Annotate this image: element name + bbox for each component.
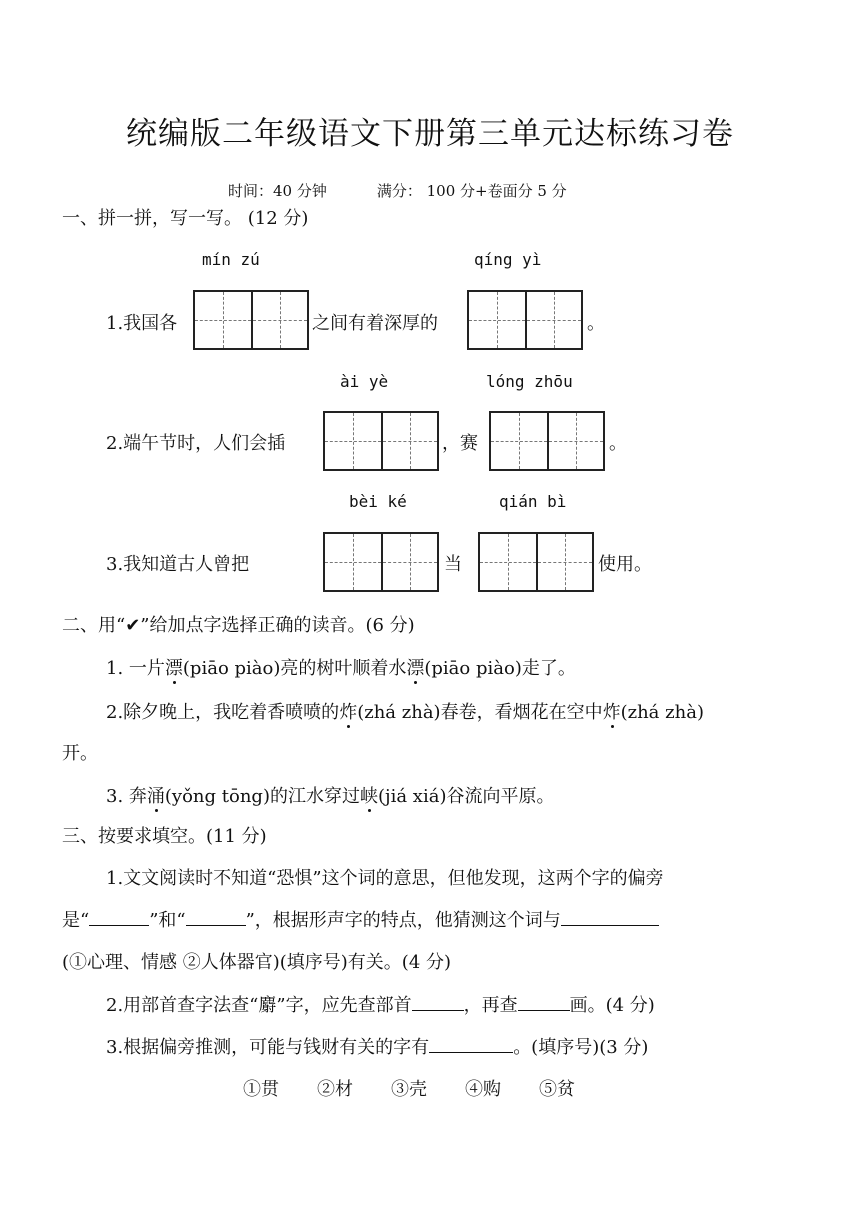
section-2-heading: 二、用“✔”给加点字选择正确的读音。(6 分)	[62, 615, 415, 636]
answer-blank[interactable]	[412, 996, 464, 1011]
choice-item: ④购	[465, 1079, 501, 1100]
choice-item: ①贯	[243, 1079, 279, 1100]
choice-list	[243, 1075, 575, 1101]
pinyin-aiye: ài yè	[340, 372, 389, 391]
q2-2-continued: 开。	[62, 743, 98, 764]
writing-grid-longzhou[interactable]	[489, 411, 605, 471]
dotted-char: 炸	[339, 702, 358, 723]
choice-item: ⑤贫	[539, 1079, 575, 1100]
dotted-char: 涌	[146, 786, 165, 807]
dotted-char: 漂	[164, 658, 183, 679]
q3-3-text: 3.根据偏旁推测，可能与钱财有关的字有 。(填序号)(3 分)	[106, 1037, 649, 1058]
q1-3-middle: 当	[444, 554, 462, 575]
writing-grid-qianbi[interactable]	[478, 532, 594, 592]
pinyin-beike: bèi ké	[349, 492, 407, 511]
section-1-heading: 一、拼一拼，写一写。 (12 分)	[62, 208, 309, 229]
pinyin-qianbi: qián bì	[499, 492, 567, 511]
answer-blank[interactable]	[429, 1038, 513, 1053]
answer-blank[interactable]	[186, 911, 246, 926]
dotted-char: 峡	[359, 786, 378, 807]
exam-info	[228, 180, 617, 201]
writing-grid-aiye[interactable]	[323, 411, 439, 471]
full-score: 满分： 100 分+卷面分 5 分	[376, 182, 567, 200]
q1-1-suffix: 。	[587, 313, 605, 334]
q1-1-prefix: 1.我国各	[106, 313, 178, 334]
page-title: 统编版二年级语文下册第三单元达标练习卷	[126, 116, 734, 152]
section-3-heading: 三、按要求填空。(11 分)	[62, 826, 267, 847]
answer-blank[interactable]	[89, 911, 149, 926]
q1-3-suffix: 使用。	[598, 554, 652, 575]
dotted-char: 炸	[602, 702, 621, 723]
pinyin-minzu: mín zú	[202, 250, 260, 269]
writing-grid-qingyi[interactable]	[467, 290, 583, 350]
answer-blank[interactable]	[518, 996, 570, 1011]
q1-3-prefix: 3.我知道古人曾把	[106, 554, 250, 575]
dotted-char: 漂	[406, 658, 425, 679]
q1-2-suffix: 。	[609, 433, 627, 454]
pinyin-longzhou: lóng zhōu	[486, 372, 573, 391]
answer-blank[interactable]	[561, 911, 659, 926]
q3-1-line1: 1.文文阅读时不知道“恐惧”这个词的意思，但他发现，这两个字的偏旁	[106, 868, 664, 889]
q1-2-prefix: 2.端午节时，人们会插	[106, 433, 286, 454]
q1-2-middle: ，赛	[442, 433, 478, 454]
q2-3-text: 3. 奔涌(yǒng tōng)的江水穿过峡(jiá xiá)谷流向平原。	[106, 786, 555, 807]
time-limit: 时间：40 分钟	[228, 182, 327, 200]
writing-grid-minzu[interactable]	[193, 290, 309, 350]
q3-2-text: 2.用部首查字法查“麝”字，应先查部首 ，再查 画。(4 分)	[106, 995, 655, 1016]
choice-item: ②材	[317, 1079, 353, 1100]
q2-1-text: 1. 一片漂(piāo piào)亮的树叶顺着水漂(piāo piào)走了。	[106, 658, 576, 679]
writing-grid-beike[interactable]	[323, 532, 439, 592]
q3-1-line3: (①心理、情感 ②人体器官)(填序号)有关。(4 分)	[62, 952, 452, 973]
pinyin-qingyi: qíng yì	[474, 250, 542, 269]
choice-item: ③壳	[391, 1079, 427, 1100]
q3-1-line2: 是“ ”和“ ”，根据形声字的特点，他猜测这个词与	[62, 906, 659, 932]
q2-2-text: 2.除夕晚上，我吃着香喷喷的炸(zhá zhà)春卷，看烟花在空中炸(zhá zhà)	[106, 702, 704, 723]
q1-1-middle: 之间有着深厚的	[312, 313, 438, 334]
